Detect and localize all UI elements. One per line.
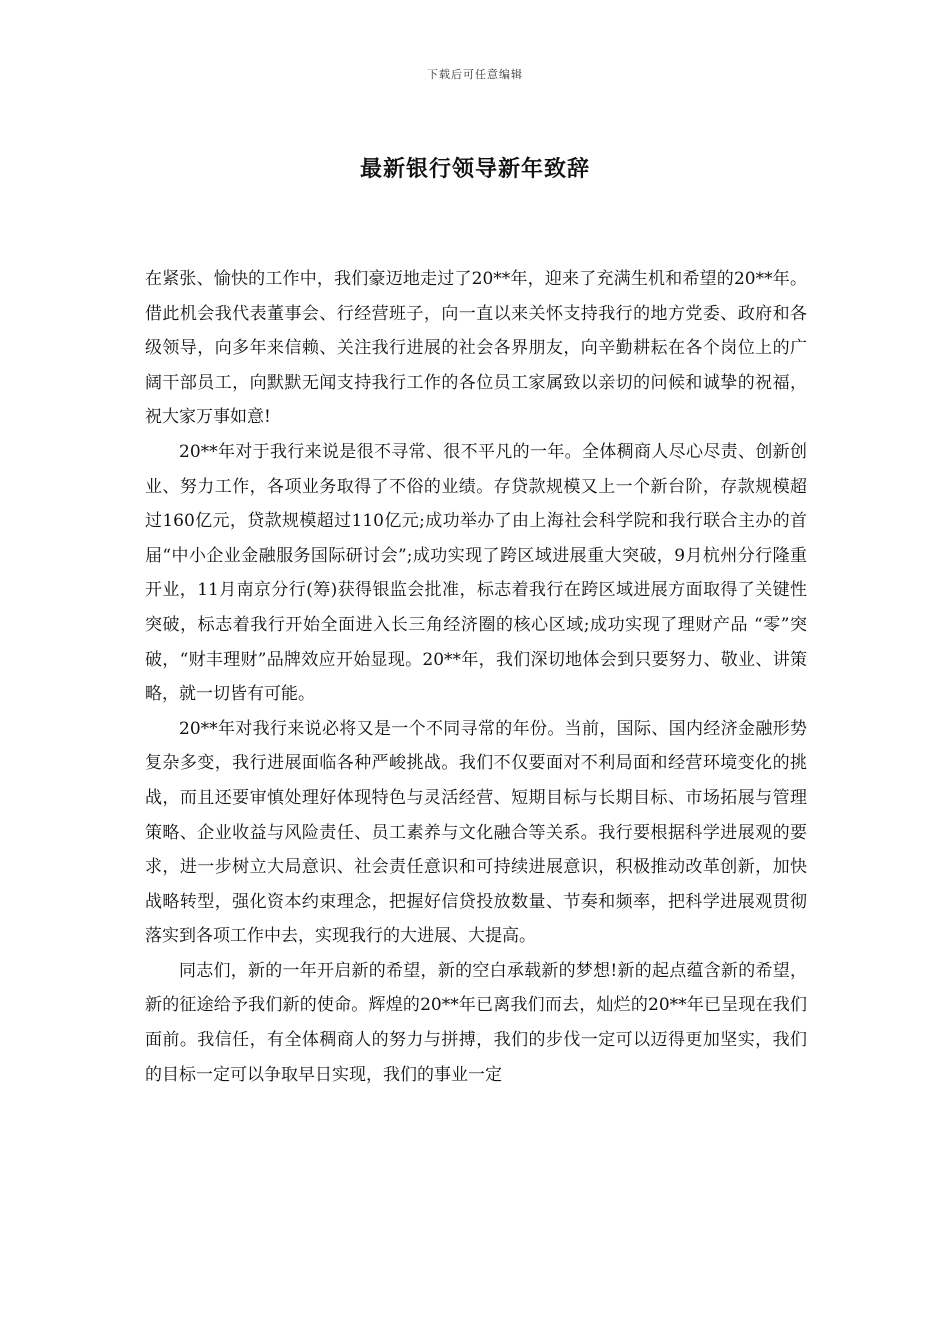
document-body (145, 262, 807, 1092)
header-note: 下载后可任意编辑 (427, 68, 523, 81)
paragraph-4: 同志们，新的一年开启新的希望，新的空白承载新的梦想!新的起点蕴含新的希望，新的征途给予我们新的使命。辉煌的20**年已离我们而去，灿烂的20**年已呈现在我们面前。我信任，有全体稠商人的努力与拼搏，我们的步伐一定可以迈得更加坚实，我们的目标一定可以争取早日实现，我们的事业一定 (145, 960, 807, 1085)
paragraph-2: 20**年对于我行来说是很不寻常、很不平凡的一年。全体稠商人尽心尽责、创新创业、努力工作，各项业务取得了不俗的业绩。存贷款规模又上一个新台阶，存款规模超过160亿元，贷款规模超过110亿元;成功举办了由上海社会科学院和我行联合主办的首届“中小企业金融服务国际研讨会”;成功实现了跨区域进展重大突破，9月杭州分行隆重开业，11月南京分行(筹)获得银监会批准，标志着我行在跨区域进展方面取得了关键性突破，标志着我行开始全面进入长三角经济圈的核心区域;成功实现了理财产品 “零”突破，“财丰理财”品牌效应开始显现。20**年，我们深切地体会到只要努力、敬业、讲策略，就一切皆有可能。 (145, 441, 807, 705)
paragraph-3: 20**年对我行来说必将又是一个不同寻常的年份。当前，国际、国内经济金融形势复杂多变，我行进展面临各种严峻挑战。我们不仅要面对不利局面和经营环境变化的挑战，而且还要审慎处理好体现特色与灵活经营、短期目标与长期目标、市场拓展与管理策略、企业收益与风险责任、员工素养与文化融合等关系。我行要根据科学进展观的要求，进一步树立大局意识、社会责任意识和可持续进展意识，积极推动改革创新，加快战略转型，强化资本约束理念，把握好信贷投放数量、节奏和频率，把科学进展观贯彻落实到各项工作中去，实现我行的大进展、大提高。 (145, 718, 807, 947)
paragraph-1: 在紧张、愉快的工作中，我们豪迈地走过了20**年，迎来了充满生机和希望的20**年。借此机会我代表董事会、行经营班子，向一直以来关怀支持我行的地方党委、政府和各级领导，向多年来信赖、关注我行进展的社会各界朋友，向辛勤耕耘在各个岗位上的广阔干部员工，向默默无闻支持我行工作的各位员工家属致以亲切的问候和诚挚的祝福，祝大家万事如意! (145, 269, 807, 428)
document-title: 最新银行领导新年致辞 (359, 156, 590, 182)
